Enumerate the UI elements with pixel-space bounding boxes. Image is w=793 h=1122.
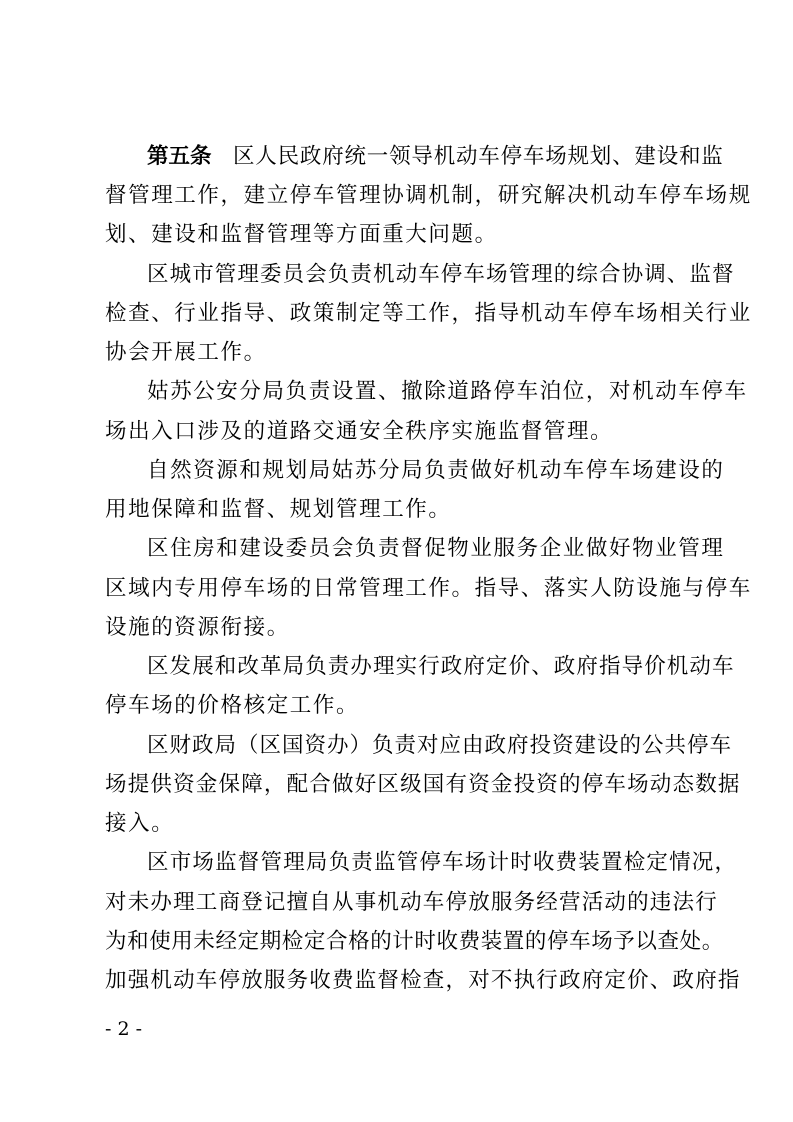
paragraph-8-line-1-text: 区市场监督管理局负责监管停车场计时收费装置检定情况， <box>147 850 738 875</box>
article-heading: 第五条 <box>147 144 212 169</box>
paragraph-4-line-2 <box>0 491 793 529</box>
paragraph-1-line-2 <box>0 177 793 215</box>
paragraph-1-line-2-text: 督管理工作，建立停车管理协调机制，研究解决机动车停车场规 <box>105 183 752 208</box>
paragraph-6-line-1-text: 区发展和改革局负责办理实行政府定价、政府指导价机动车 <box>147 654 735 679</box>
paragraph-3-line-1-text: 姑苏公安分局负责设置、撤除道路停车泊位，对机动车停车 <box>147 379 748 404</box>
paragraph-8-line-1 <box>0 844 793 882</box>
paragraph-3-line-1 <box>0 373 793 411</box>
paragraph-8-line-4 <box>0 962 793 1000</box>
paragraph-6-line-2 <box>0 687 793 725</box>
paragraph-6-line-1 <box>0 648 793 686</box>
paragraph-5-line-2-text: 区域内专用停车场的日常管理工作。指导、落实人防设施与停车 <box>105 576 752 601</box>
paragraph-8-line-3-text: 为和使用未经定期检定合格的计时收费装置的停车场予以查处。 <box>105 929 724 954</box>
paragraph-7-line-2-text: 场提供资金保障，配合做好区级国有资金投资的停车场动态数据 <box>105 772 741 797</box>
paragraph-7-line-3 <box>0 805 793 843</box>
paragraph-1-line-1-text: 区人民政府统一领导机动车停车场规划、建设和监 <box>233 144 724 169</box>
paragraph-3-line-2-text: 场出入口涉及的道路交通安全秩序实施监督管理。 <box>105 419 614 444</box>
paragraph-4-line-2-text: 用地保障和监督、规划管理工作。 <box>105 497 452 522</box>
paragraph-5-line-1-text: 区住房和建设委员会负责督促物业服务企业做好物业管理 <box>147 536 725 561</box>
paragraph-8-line-2 <box>0 884 793 922</box>
paragraph-2-line-3 <box>0 334 793 372</box>
paragraph-7-line-1 <box>0 727 793 765</box>
paragraph-6-line-2-text: 停车场的价格核定工作。 <box>105 693 360 718</box>
paragraph-5-line-2 <box>0 570 793 608</box>
paragraph-5-line-1 <box>0 530 793 568</box>
paragraph-8-line-3 <box>0 923 793 961</box>
paragraph-7-line-2 <box>0 766 793 804</box>
page-number: - 2 - <box>105 1018 143 1040</box>
paragraph-5-line-3-text: 设施的资源衔接。 <box>105 615 290 640</box>
paragraph-4-line-1-text: 自然资源和规划局姑苏分局负责做好机动车停车场建设的 <box>147 458 725 483</box>
paragraph-8-line-4-text: 加强机动车停放服务收费监督检查，对不执行政府定价、政府指 <box>105 968 741 993</box>
paragraph-1-line-3-text: 划、建设和监督管理等方面重大问题。 <box>105 222 498 247</box>
paragraph-7-line-1-text: 区财政局（区国资办）负责对应由政府投资建设的公共停车 <box>147 733 733 758</box>
paragraph-5-line-3 <box>0 609 793 647</box>
paragraph-2-line-2-text: 检查、行业指导、政策制定等工作，指导机动车停车场相关行业 <box>105 301 752 326</box>
paragraph-1-line-1 <box>0 138 793 176</box>
paragraph-2-line-1-text: 区城市管理委员会负责机动车停车场管理的综合协调、监督 <box>147 262 735 287</box>
paragraph-2-line-3-text: 协会开展工作。 <box>105 340 267 365</box>
paragraph-7-line-3-text: 接入。 <box>105 811 175 836</box>
paragraph-4-line-1 <box>0 452 793 490</box>
paragraph-2-line-2 <box>0 295 793 333</box>
paragraph-1-line-3 <box>0 216 793 254</box>
paragraph-3-line-2 <box>0 413 793 451</box>
paragraph-2-line-1 <box>0 256 793 294</box>
paragraph-8-line-2-text: 对未办理工商登记擅自从事机动车停放服务经营活动的违法行 <box>105 890 718 915</box>
